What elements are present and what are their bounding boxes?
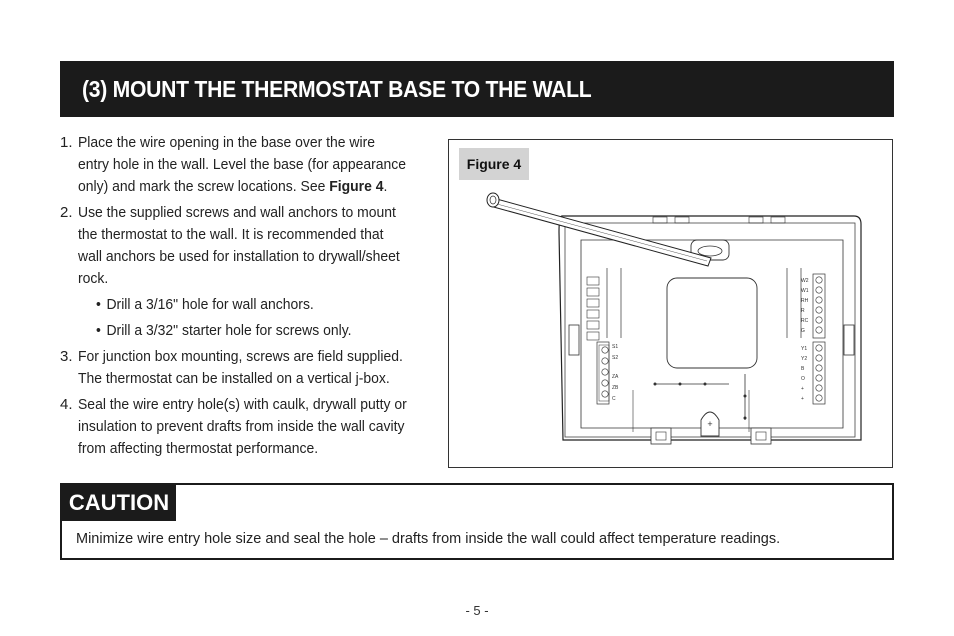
- page-number: - 5 -: [465, 603, 489, 618]
- bullet-item: • Drill a 3/16" hole for wall anchors.: [96, 296, 314, 313]
- terminal-label: +: [801, 386, 804, 392]
- section-title-bar: [60, 61, 894, 117]
- terminal-label: S2: [612, 355, 619, 361]
- terminal-label: +: [801, 396, 804, 402]
- terminal-label: RC: [801, 318, 809, 324]
- step-text: Seal the wire entry hole(s) with caulk, drywall putty or insulation to prevent drafts from inside the wall cavity from affecting thermostat performance.: [78, 396, 407, 457]
- terminal-label: ZA: [612, 374, 619, 380]
- figure-label: Figure 4: [459, 148, 529, 180]
- svg-text:+: +: [707, 419, 713, 429]
- caution-text: Minimize wire entry hole size and seal the hole – drafts from inside the wall could affect temperature readings.: [76, 531, 781, 547]
- step-1: 1. Place the wire opening in the base over the wire entry hole in the wall. Level the base (for appearance only) and mark the screw locations. See Figure 4.: [60, 134, 407, 195]
- terminal-label: Y1: [801, 346, 808, 352]
- thermostat-base-illustration: [449, 140, 894, 469]
- step-text: Place the wire opening in the base over the wire entry hole in the wall. Level the base (for appearance only) and mark the screw locations. See: [78, 134, 407, 195]
- terminal-label: W2: [801, 278, 809, 284]
- terminal-label: G: [801, 328, 805, 334]
- caution-box: [60, 483, 894, 560]
- terminal-label: R: [801, 308, 805, 314]
- step-number: 2.: [60, 204, 73, 221]
- terminal-label: RH: [801, 298, 809, 304]
- terminal-label: O: [801, 376, 805, 382]
- step-3: [60, 346, 432, 390]
- instruction-list: [60, 132, 432, 464]
- terminal-label: S1: [612, 344, 619, 350]
- terminal-label: B: [801, 366, 805, 372]
- section-title: (3) MOUNT THE THERMOSTAT BASE TO THE WALL: [82, 75, 592, 102]
- step-4: [60, 394, 432, 460]
- bullet-item: • Drill a 3/32" starter hole for screws only.: [96, 322, 352, 339]
- terminal-label: Y2: [801, 356, 808, 362]
- terminal-label: W1: [801, 288, 809, 294]
- caution-heading: CAUTION: [62, 485, 176, 521]
- step-2: [60, 202, 432, 342]
- terminal-label: C: [612, 396, 616, 402]
- figure-reference: Figure 4: [329, 178, 384, 195]
- step-number: 3.: [60, 348, 73, 365]
- step-text: Use the supplied screws and wall anchors to mount the thermostat to the wall. It is recommended that wall anchors be used for installation to drywall/sheet rock.: [78, 204, 400, 287]
- terminal-label: ZB: [612, 385, 619, 391]
- step-number: 1.: [60, 134, 73, 151]
- figure-4-box: [448, 139, 893, 468]
- step-number: 4.: [60, 396, 73, 413]
- step-text: For junction box mounting, screws are field supplied. The thermostat can be installed on a vertical j-box.: [78, 348, 403, 387]
